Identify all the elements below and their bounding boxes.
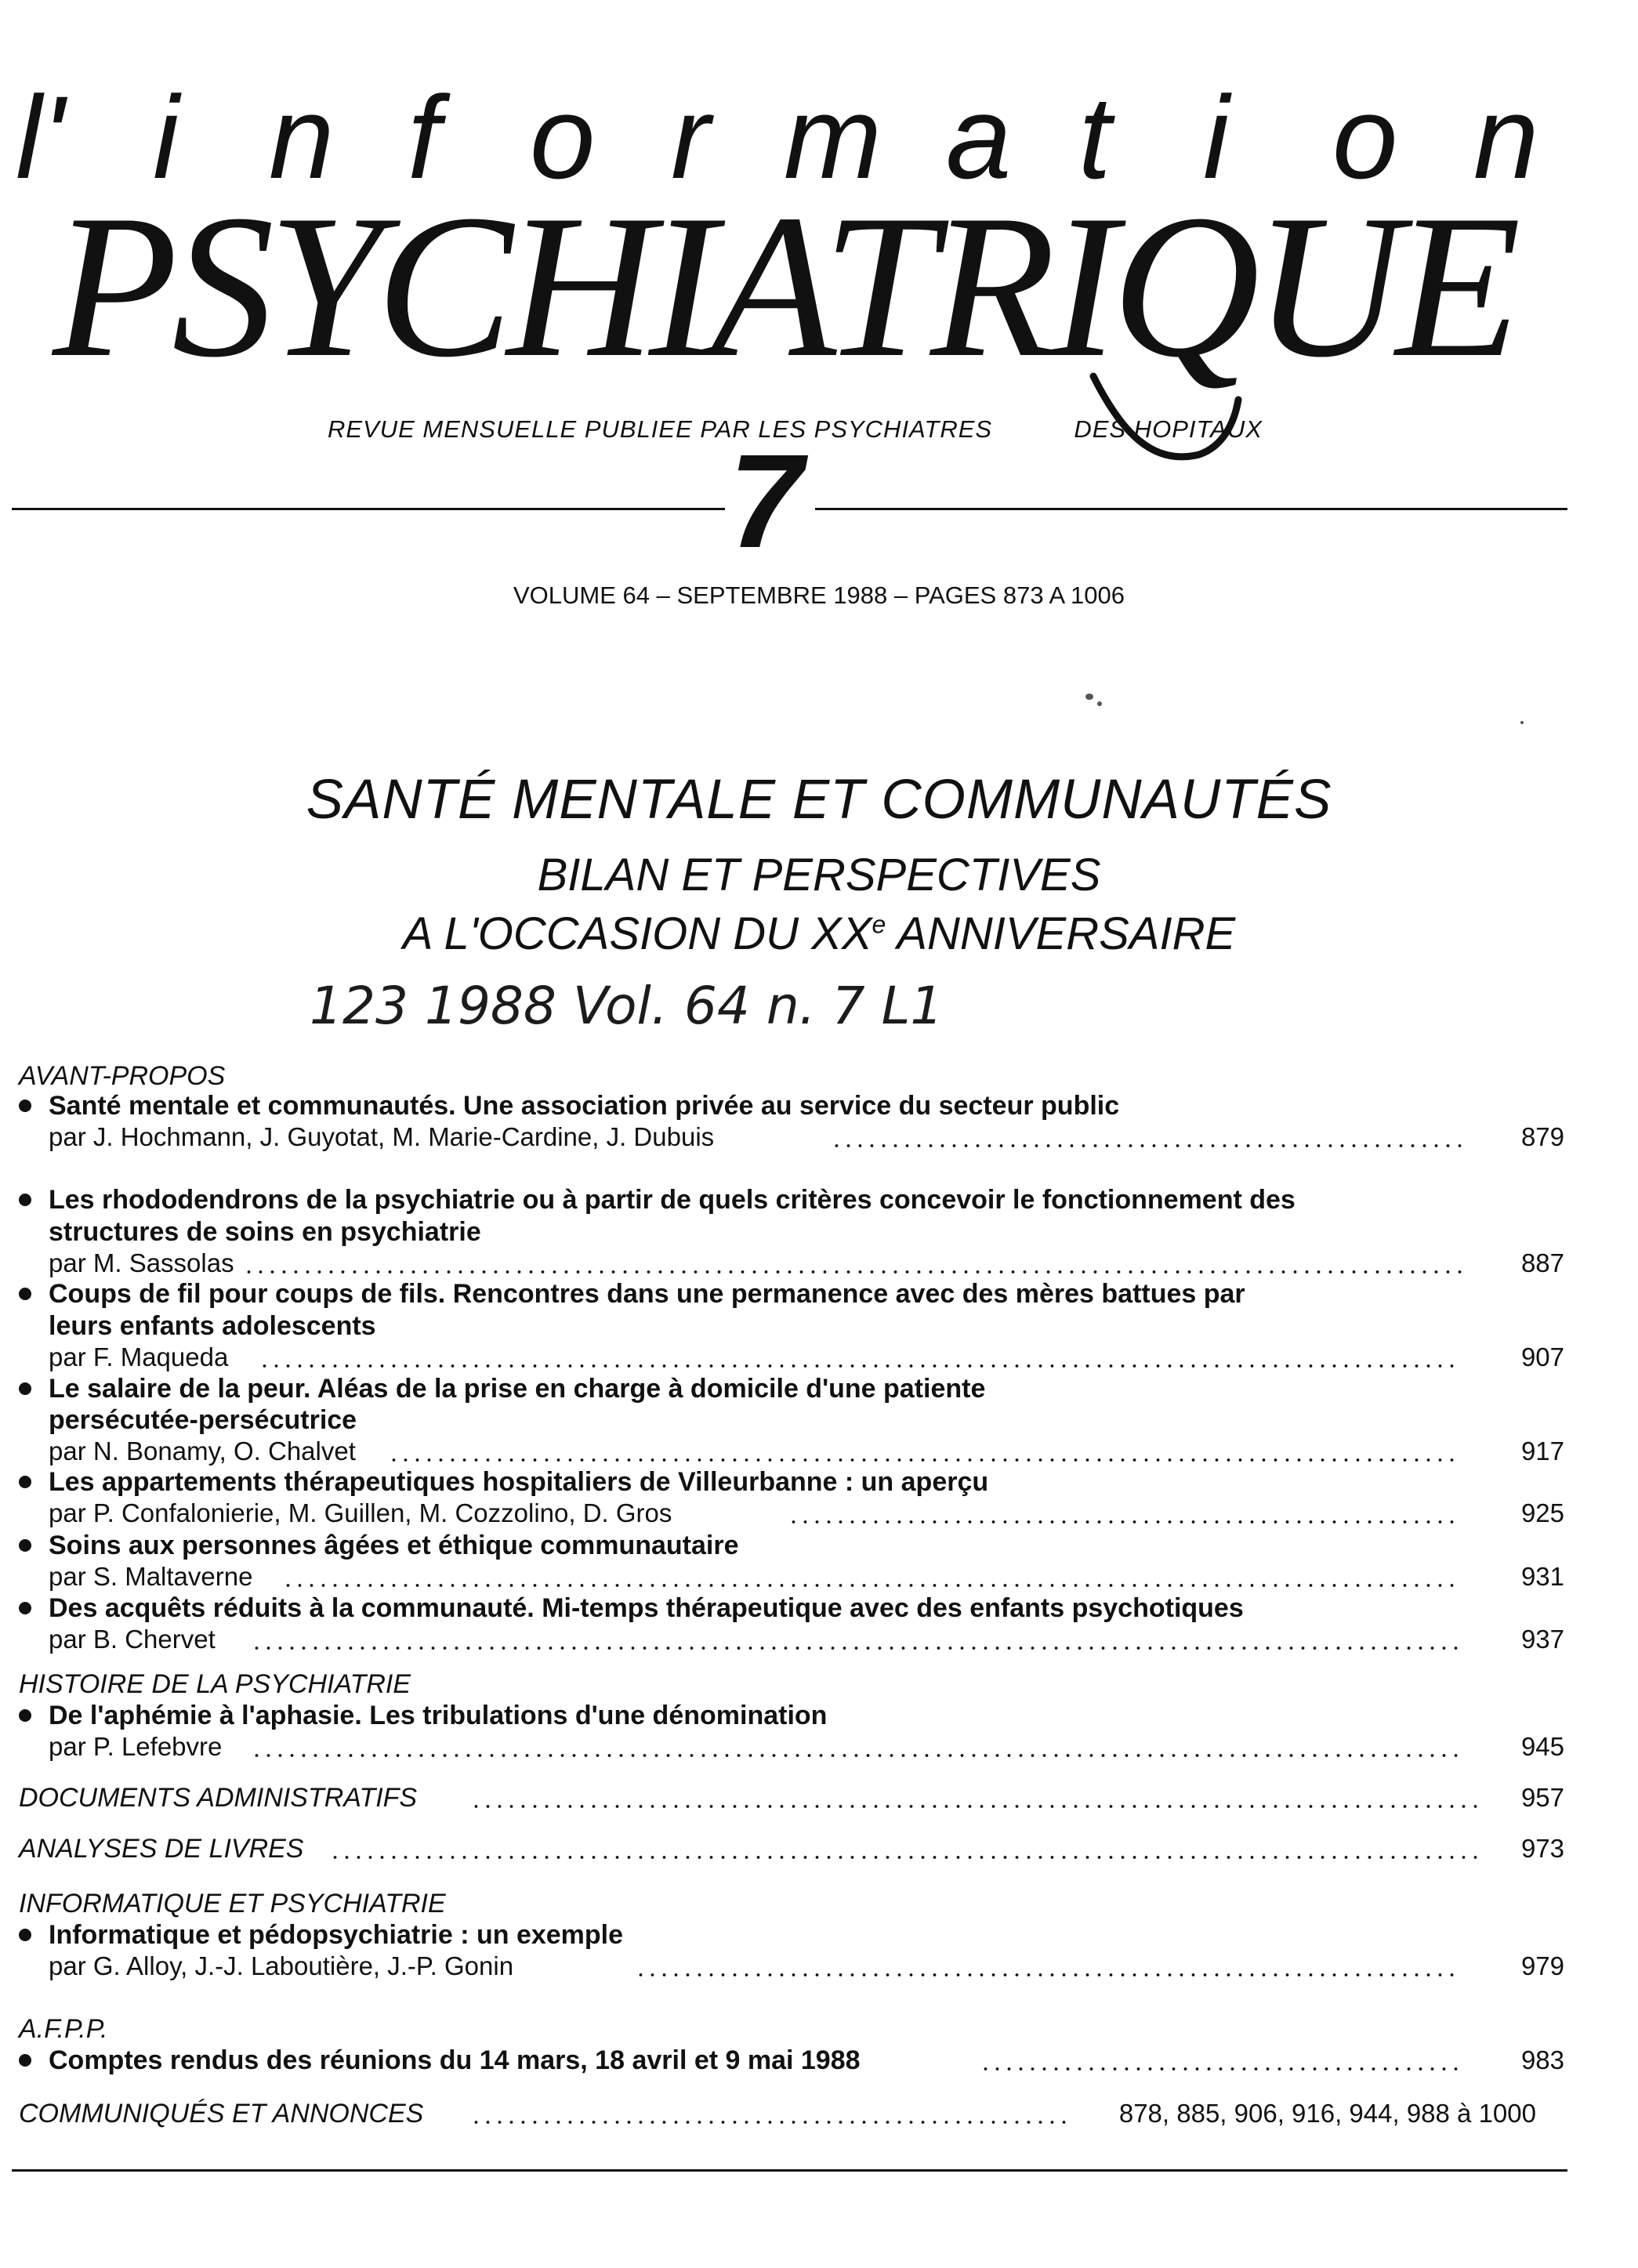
toc-page: 945 [1520,1732,1564,1761]
volume-line: VOLUME 64 – SEPTEMBRE 1988 – PAGES 873 A 1006 [513,581,1125,609]
toc-author: par S. Maltaverne [49,1562,253,1591]
masthead-letter: t [1078,71,1111,203]
toc-title: persécutée-persécutrice [49,1405,357,1435]
toc-entry-author-line [0,1562,1638,1593]
masthead-letter: f [408,71,440,203]
masthead-letter: a [946,71,1012,203]
toc-page: 925 [1520,1498,1564,1527]
toc-entry-author-line [0,1437,1638,1468]
toc-title: Les appartements thérapeutiques hospitaliers de Villeurbanne : un aperçu [49,1467,989,1497]
toc-leader-dots [329,1856,1481,1859]
toc-page: 937 [1520,1625,1564,1654]
theme-title: SANTÉ MENTALE ET COMMUNAUTÉS [306,769,1332,831]
toc-entry-title-cont [0,1217,1638,1248]
toc-page: 887 [1520,1248,1564,1277]
section-documents: DOCUMENTS ADMINISTRATIFS [19,1783,418,1813]
theme-subtitle-2-suffix: ANNIVERSAIRE [886,908,1236,959]
toc-entry-author-line [0,1951,1638,1983]
toc-leader-dots [243,1270,1462,1273]
handwritten-shelfmark: 123 1988 Vol. 64 n. 7 L1 [310,976,944,1036]
masthead-rule-right [815,508,1567,510]
bullet-icon [19,1194,31,1206]
section-afpp: A.F.P.P. [19,2014,108,2044]
toc-entry-title [0,1920,1638,1951]
toc-author: par N. Bonamy, O. Chalvet [49,1437,356,1466]
scan-speck [1085,694,1093,700]
toc-author: par M. Sassolas [49,1248,234,1277]
bullet-icon [19,1602,31,1614]
toc-title: Comptes rendus des réunions du 14 mars, 18 avril et 9 mai 1988 [49,2045,861,2075]
toc-leader-dots [259,1364,1462,1368]
masthead-title: PSYCHIATRIQUE [53,172,1515,400]
bullet-icon [19,2054,31,2067]
toc-title: Informatique et pédopsychiatrie : un exemple [49,1920,624,1950]
toc-entry-title [0,1593,1638,1625]
masthead-letter: n [1473,71,1539,203]
toc-page: 979 [1520,1951,1564,1980]
theme-subtitle-1: BILAN ET PERSPECTIVES [537,850,1101,900]
toc-entry-title-cont [0,1405,1638,1437]
issue-number: 7 [729,427,803,576]
section-histoire: HISTOIRE DE LA PSYCHIATRIE [19,1669,411,1699]
scan-speck [1097,701,1102,706]
bullet-icon [19,1288,31,1300]
toc-page: 983 [1520,2045,1564,2074]
toc-leader-dots [470,1805,1481,1808]
theme-subtitle-2-prefix: A L'OCCASION DU XX [402,908,872,959]
toc-communiques [0,2099,1638,2130]
toc-leader-dots [470,2121,1066,2124]
section-analyses: ANALYSES DE LIVRES [19,1834,304,1864]
toc-title: Soins aux personnes âgées et éthique communautaire [49,1531,739,1560]
theme-subtitle-2-sup: e [872,910,886,939]
toc-entry-title [0,1701,1638,1732]
toc-documents [0,1783,1638,1814]
toc-author: par J. Hochmann, J. Guyotat, M. Marie-Cardine, J. Dubuis [49,1122,715,1151]
toc-title: leurs enfants adolescents [49,1311,376,1341]
masthead-letter: o [530,71,596,203]
toc-title: structures de soins en psychiatrie [49,1217,481,1247]
bullet-icon [19,1476,31,1488]
toc-page: 957 [1520,1783,1564,1812]
toc-leader-dots [388,1458,1462,1462]
toc-entry-title [0,1091,1638,1122]
toc-entry-author-line [0,1732,1638,1763]
toc-page: 907 [1520,1342,1564,1371]
masthead-rule-left [12,508,725,510]
toc-leader-dots [635,1973,1462,1976]
toc-entry-title [0,1531,1638,1562]
masthead-letter: i [1203,71,1230,203]
toc-author: par G. Alloy, J.-J. Laboutière, J.-P. Gonin [49,1951,514,1980]
toc-leader-dots [831,1144,1462,1147]
section-avant-propos: AVANT-PROPOS [19,1061,226,1091]
toc-title: Les rhododendrons de la psychiatrie ou à partir de quels critères concevoir le fonctionnement des [49,1185,1296,1215]
toc-leader-dots [788,1520,1462,1523]
bullet-icon [19,1100,31,1112]
toc-author: par P. Confalonierie, M. Guillen, M. Cozzolino, D. Gros [49,1498,672,1527]
toc-leader-dots [251,1647,1462,1650]
toc-title: Coups de fil pour coups de fils. Rencontres dans une permanence avec des mères battues par [49,1279,1245,1309]
bullet-icon [19,1539,31,1552]
toc-page: 931 [1520,1562,1564,1591]
toc-entry-author-line [0,1122,1638,1154]
bullet-icon [19,1929,31,1941]
toc-title: De l'aphémie à l'aphasie. Les tribulations d'une dénomination [49,1701,828,1730]
footer-rule [12,2169,1567,2172]
masthead-letter: o [1332,71,1398,203]
toc-title: Des acquêts réduits à la communauté. Mi-temps thérapeutique avec des enfants psychotiques [49,1593,1244,1623]
toc-analyses [0,1834,1638,1865]
toc-leader-dots [251,1754,1462,1757]
bullet-icon [19,1709,31,1722]
masthead-letter: i [153,71,179,203]
toc-title: Santé mentale et communautés. Une association privée au service du secteur public [49,1091,1120,1121]
toc-pages: 878, 885, 906, 916, 944, 988 à 1000 [1118,2099,1536,2128]
toc-author: par F. Maqueda [49,1342,229,1371]
masthead-letter: m [784,71,882,203]
toc-entry-title-cont [0,1311,1638,1342]
section-communiques: COMMUNIQUÉS ET ANNONCES [19,2099,424,2129]
theme-subtitle-2 [0,908,1638,960]
subtitle-right: DES HOPITAUX [1074,415,1263,443]
toc-page: 973 [1520,1834,1564,1863]
subtitle-left: REVUE MENSUELLE PUBLIEE PAR LES PSYCHIATRES [328,415,993,443]
toc-entry-title [0,1185,1638,1216]
masthead-letter: r [671,71,710,203]
toc-entry-title [0,2045,1638,2077]
toc-page: 917 [1520,1437,1564,1466]
toc-entry-author-line [0,1498,1638,1530]
toc-entry-author-line [0,1625,1638,1656]
bullet-icon [19,1382,31,1395]
scan-speck [1520,721,1524,724]
toc-entry-author-line [0,1248,1638,1280]
toc-author: par P. Lefebvre [49,1732,223,1761]
toc-entry-title [0,1467,1638,1498]
section-informatique: INFORMATIQUE ET PSYCHIATRIE [19,1889,446,1918]
toc-leader-dots [980,2067,1462,2071]
masthead-letter: l' [16,71,64,203]
toc-author: par B. Chervet [49,1625,216,1654]
toc-entry-author-line [0,1342,1638,1374]
masthead-letter: n [269,71,335,203]
toc-leader-dots [282,1584,1462,1587]
toc-entry-title [0,1279,1638,1310]
toc-title: Le salaire de la peur. Aléas de la prise en charge à domicile d'une patiente [49,1374,986,1404]
toc-page: 879 [1520,1122,1564,1151]
toc-entry-title [0,1374,1638,1405]
